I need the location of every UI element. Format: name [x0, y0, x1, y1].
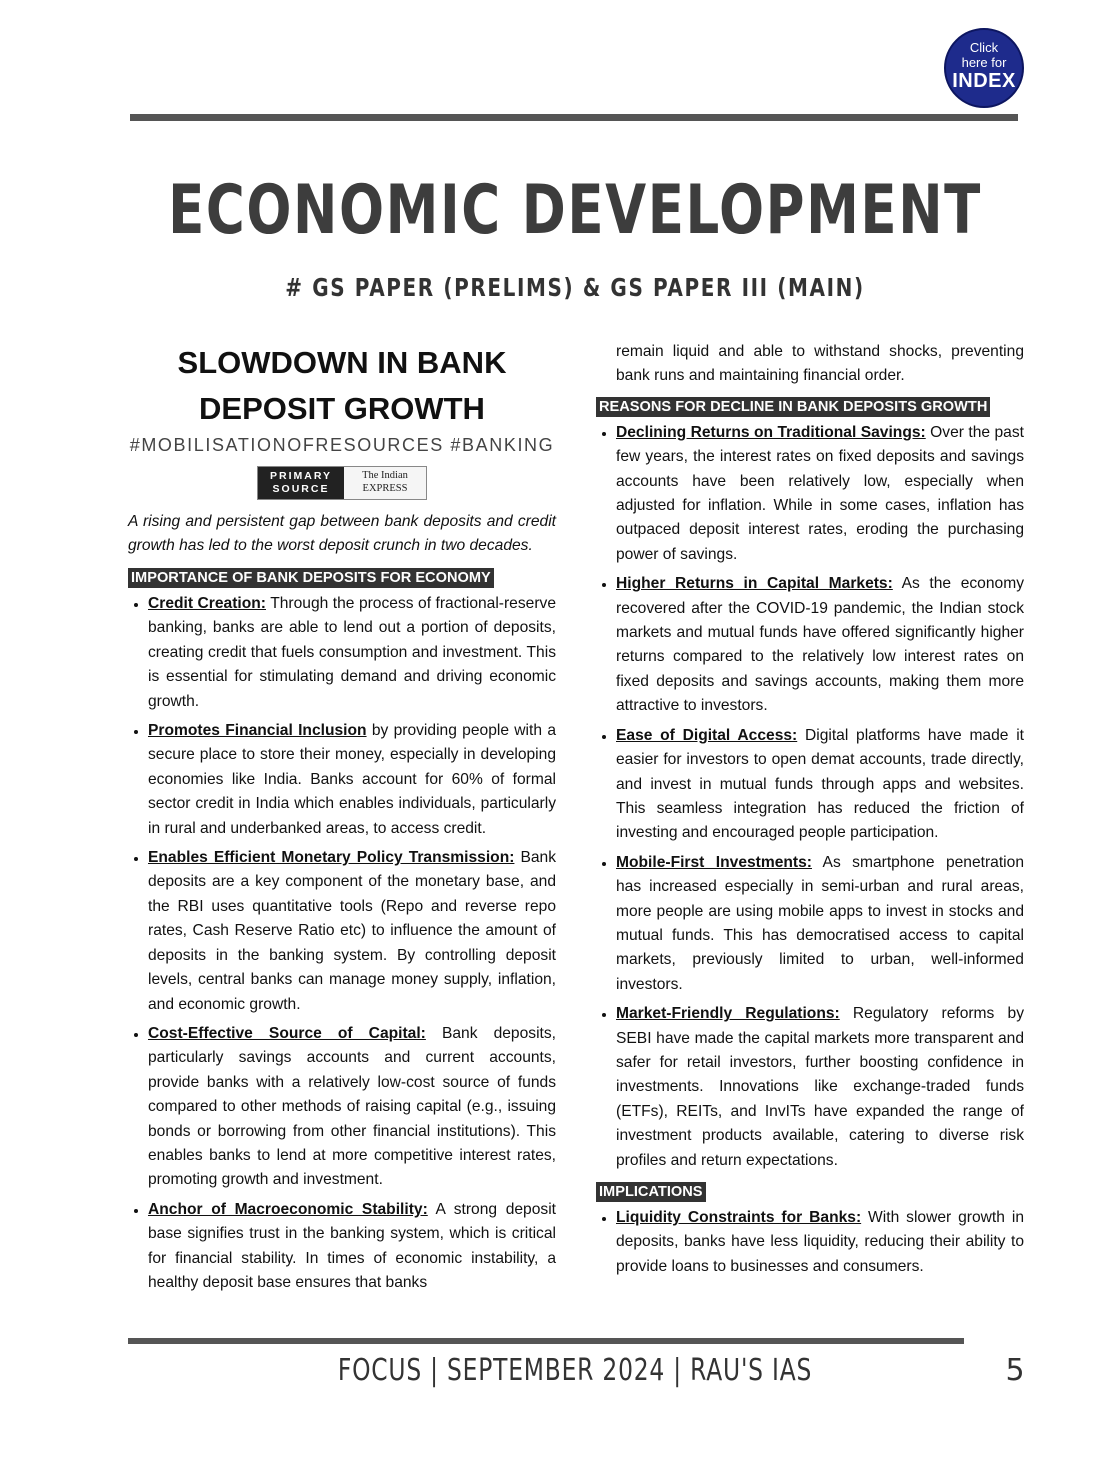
list-item — [616, 572, 1024, 718]
item-text: Through the process of fractional-reserve banking, banks are able to lend out a portion of deposits, creating credit that fuels consumption and investment. This is essential for stimulating demand and driving economic growth. — [148, 595, 556, 710]
right-column — [596, 340, 1024, 1284]
article-tags: #MOBILISATIONOFRESOURCES #BANKING — [129, 435, 555, 455]
item-term: Higher Returns in Capital Markets: — [616, 575, 893, 593]
implications-list — [596, 1206, 1024, 1279]
index-button-line3: INDEX — [952, 70, 1016, 92]
index-button-line2: here for — [961, 55, 1007, 70]
index-button[interactable] — [944, 28, 1024, 108]
page-title: ECONOMIC DEVELOPMENT — [168, 171, 982, 250]
list-item — [148, 846, 556, 1017]
item-text: A strong deposit base signifies trust in the banking system, which is critical for financial stability. In times of economic instability, a healthy deposit base ensures that banks — [148, 1200, 556, 1291]
item-text: As the economy recovered after the COVID-19 pandemic, the Indian stock markets and mutual funds have offered significantly higher returns compared to the relatively low interest rates on fixed deposits and savings accounts, making them more attractive to investors. — [616, 575, 1024, 715]
footer-text: FOCUS | SEPTEMBER 2024 | RAU'S IAS — [337, 1353, 813, 1388]
list-item — [148, 1022, 556, 1193]
source-logo — [257, 466, 427, 500]
item-term: Credit Creation: — [148, 595, 266, 612]
list-item — [148, 592, 556, 714]
bottom-divider — [128, 1338, 964, 1344]
item-term: Market-Friendly Regulations: — [616, 1005, 840, 1023]
section-heading-implications: IMPLICATIONS — [596, 1182, 706, 1202]
page-subtitle: # GS PAPER (PRELIMS) & GS PAPER III (MAIN) — [285, 273, 865, 302]
top-divider — [130, 114, 1018, 121]
list-item — [616, 1002, 1024, 1173]
item-text: Digital platforms have made it easier for investors to open demat accounts, trade directly, and invest in mutual funds through apps and websites. This seamless integration has reduced the friction of investing and encouraged people participation. — [616, 726, 1024, 842]
list-item — [148, 719, 556, 841]
primary-source-label: PRIMARY SOURCE — [258, 467, 344, 499]
item-term: Cost-Effective Source of Capital: — [148, 1024, 426, 1042]
reasons-list — [596, 421, 1024, 1173]
continued-text: remain liquid and able to withstand shocks, preventing bank runs and maintaining financial order. — [616, 343, 1024, 385]
item-term: Declining Returns on Traditional Savings: — [616, 423, 926, 441]
list-item — [148, 1198, 556, 1296]
item-term: Liquidity Constraints for Banks: — [616, 1209, 862, 1226]
item-term: Mobile-First Investments: — [616, 853, 812, 871]
publication-name: The Indian EXPRESS — [344, 467, 426, 499]
importance-list — [128, 592, 556, 1295]
item-term: Promotes Financial Inclusion — [148, 722, 367, 740]
item-text: Bank deposits are a key component of the monetary base, and the RBI uses quantitative tools (Repo and reverse repo rates, Cash Reserve Ratio etc) to influence the amount of deposits in the banking system. By controlling deposit levels, central banks can manage money supply, inflation, and economic growth. — [148, 849, 556, 1013]
section-heading-reasons: REASONS FOR DECLINE IN BANK DEPOSITS GROWTH — [596, 397, 990, 417]
left-column — [128, 340, 556, 1300]
item-term: Anchor of Macroeconomic Stability: — [148, 1200, 428, 1218]
article-intro: A rising and persistent gap between bank deposits and credit growth has led to the worst deposit crunch in two decades. — [128, 513, 556, 554]
index-button-line1: Click — [969, 40, 999, 55]
item-term: Ease of Digital Access: — [616, 726, 798, 744]
item-term: Enables Efficient Monetary Policy Transmission: — [148, 849, 515, 867]
list-item — [616, 1206, 1024, 1279]
list-item — [616, 851, 1024, 997]
item-text: As smartphone penetration has increased especially in semi-urban and rural areas, more people are using mobile apps to invest in stocks and mutual funds. This has democratised access to capital markets, previously limited to urban, well-informed investors. — [616, 853, 1024, 993]
article-title: SLOWDOWN IN BANK DEPOSIT GROWTH — [177, 345, 507, 426]
item-text: by providing people with a secure place to store their money, especially in developing economies like India. Banks account for 60% of formal sector credit in India which enables individuals, particularly in rural and underbanked areas, to access credit. — [148, 722, 556, 837]
page-number: 5 — [1005, 1353, 1025, 1388]
list-item — [616, 724, 1024, 846]
item-text: Bank deposits, particularly savings accounts and current accounts, provide banks with a relatively low-cost source of funds compared to other methods of raising capital (e.g., issuing bonds or borrowing from other financial institutions). This enables banks to lend at more competitive interest rates, promoting growth and investment. — [148, 1024, 557, 1189]
item-text: Over the past few years, the interest rates on fixed deposits and savings accounts have been relatively low, especially when adjusted for inflation. While in some cases, inflation has outpaced deposit interest rates, eroding the purchasing power of savings. — [616, 423, 1024, 563]
item-text: Regulatory reforms by SEBI have made the capital markets more transparent and safer for retail investors, further boosting confidence in investments. Innovations like exchange-traded funds (ETFs), REITs, and InvITs have expanded the range of investment products available, catering to diverse risk profiles and return expectations. — [616, 1005, 1024, 1169]
section-heading-importance: IMPORTANCE OF BANK DEPOSITS FOR ECONOMY — [128, 568, 494, 588]
list-item — [616, 421, 1024, 567]
item-text: With slower growth in deposits, banks have less liquidity, reducing their ability to provide loans to businesses and consumers. — [616, 1209, 1024, 1275]
